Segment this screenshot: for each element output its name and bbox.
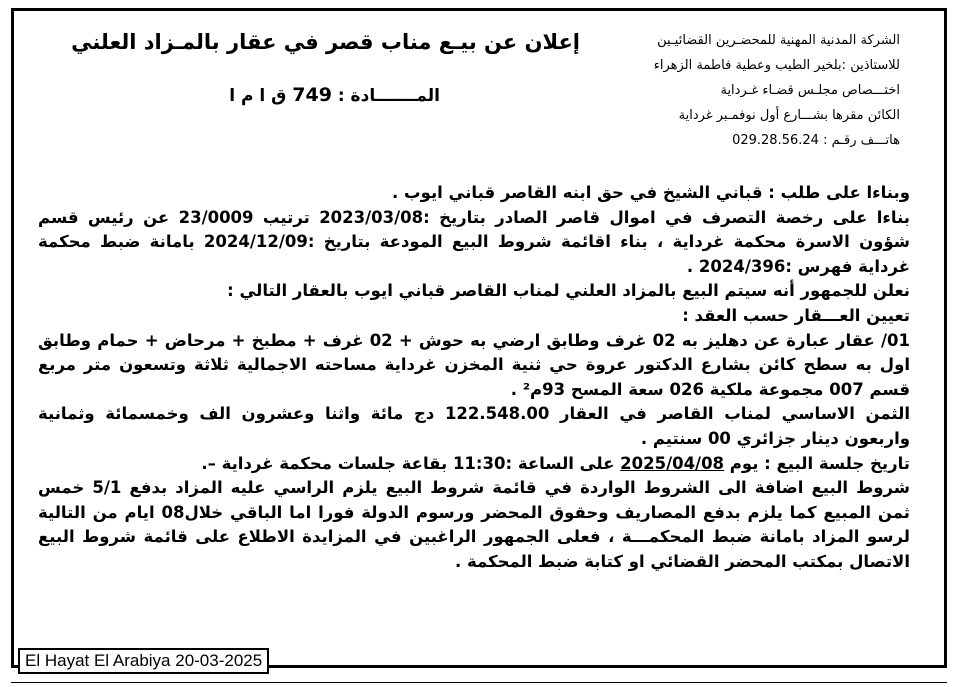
office-address: الكائن مقرها بشـــارع أول نوفمـبر غرداية: [678, 108, 900, 123]
sale-session-time: على الساعة :11:30 بقاعة جلسات محكمة غرداية –.: [201, 453, 621, 473]
jurisdiction: اختـــصاص مجلـس قضـاء غـرداية: [720, 83, 900, 98]
phone-line: [580, 128, 900, 153]
request-paragraph: وبناءا على طلب : قباني الشيخ في حق ابنه القاصر قباني ايوب .: [392, 183, 910, 202]
company-name: الشركة المدنية المهنية للمحضـرين القضائيـين: [657, 33, 900, 48]
public-notice-paragraph: نعلن للجمهور أنه سيتم البيع بالمزاد العلني لمناب القاصر قباني ايوب بالعقار التالي :: [227, 281, 910, 301]
sale-date: 2025/04/08: [620, 453, 725, 473]
sale-session-paragraph: [38, 452, 910, 477]
sale-session-prefix: تاريخ جلسة البيع : يوم: [724, 453, 910, 473]
sale-conditions-paragraph: شروط البيع اضافة الى الشروط الواردة في قائمة شروط البيع يلزم الراسي عليه المزاد بدفع 5/1 خمس ثمن المبيع كما يلزم بدفع المصاريف وحقوق المحضر ورسوم الدولة فورا اما الباقي خلال08 ايام من التالية لرسو المزاد بامانة ضبط المحكمـــة ، فعلى الجمهور الراغبين في المزايدة الاطلاع على قائمة شروط البيع الاتصال بمكتب المحضر القضائي او كتابة ضبط المحكمة .: [38, 478, 910, 571]
bottom-rule: [11, 682, 947, 683]
case-reference: [180, 84, 440, 106]
authorization-paragraph: بناءا على رخصة التصرف في اموال قاصر الصادر بتاريخ :2023/03/08 ترتيب 23/0009 عن رئيس قسم شؤون الاسرة محكمة غرداية ، بناء اقائمة شروط البيع المودعة بتاريخ :2024/12/09 بامانة ضبط محكمة غرداية فهرس :2024/396 .: [38, 207, 910, 276]
phone-label: هاتـــف رقـم :: [823, 133, 900, 148]
announcement-body: [38, 181, 910, 575]
newspaper-source: El Hayat El Arabiya 20-03-2025: [18, 648, 269, 674]
property-description: 01/ عقار عبارة عن دهليز به 02 غرف وطابق ارضي به حوش + 02 غرف + مطبخ + مرحاض + حمام وطابق اول به سطح كائن بشارع الدكتور عروة حي ثنية المخزن غرداية مساحته الاجمالية ثلاثة وتسعون متر مربع قسم 007 مجموعة ملكية 026 سعة المسح 93م² .: [38, 330, 910, 399]
case-suffix: ق ا م ا: [229, 86, 287, 106]
case-number: 749: [292, 84, 332, 106]
property-heading: تعيين العـــقار حسب العقد :: [682, 305, 910, 325]
bailiff-header: [580, 28, 900, 153]
case-label: المـــــــادة :: [337, 86, 440, 106]
base-price-paragraph: الثمن الاساسي لمناب القاصر في العقار 122.548.00 دج مائة واثنا وعشرون الف وخمسمائة وثمانية واربعون دينار جزائري 00 سنتيم .: [38, 404, 910, 448]
phone-number: 029.28.56.24: [732, 133, 819, 148]
announcement-title: إعلان عن بيـع مناب قصر في عقار بالمـزاد العلني: [71, 30, 580, 54]
bailiff-names: للاستاذين :بلخير الطيب وعطية فاطمة الزهراء: [653, 58, 900, 73]
